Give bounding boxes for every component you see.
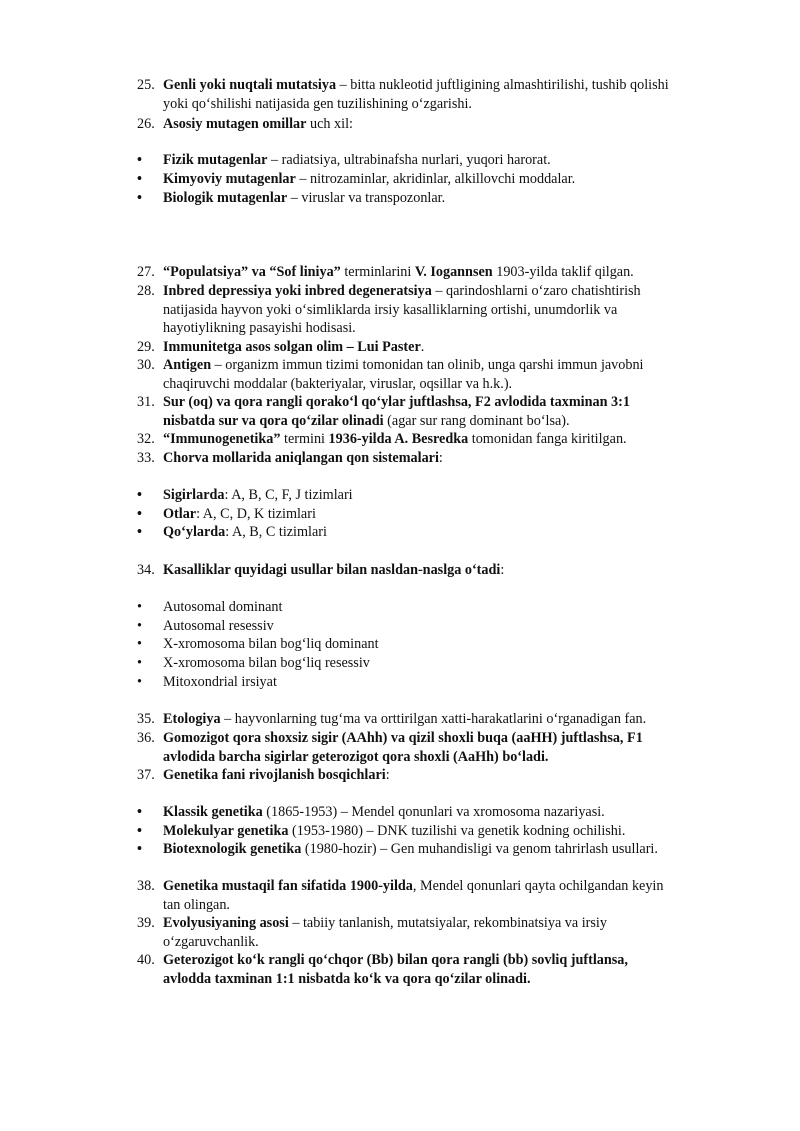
bullet-icon: •	[137, 599, 142, 615]
text: :	[438, 450, 443, 466]
bullet-icon: •	[137, 804, 142, 820]
bullet-text: Autosomal dominant	[163, 599, 283, 615]
definition-cont: o‘zgaruvchanlik.	[163, 933, 259, 950]
term: Qo‘ylarda	[163, 524, 226, 540]
item-text	[163, 710, 737, 729]
bullet-text	[163, 151, 737, 170]
term: Antigen	[163, 357, 212, 373]
term: Chorva mollarida aniqlangan qon sistemalari	[163, 450, 439, 466]
definition: , Mendel qonunlari qayta ochilgandan keyin	[412, 878, 664, 894]
term: Kimyoviy mutagenlar	[163, 171, 296, 187]
item-number: 39.	[137, 915, 155, 931]
bullet-text	[163, 803, 737, 822]
definition-cont: natijasida hayvon yoki o‘simliklarda irsiy kasalliklarning ortishi, unumdorlik va	[163, 301, 618, 318]
term: Geterozigot ko‘k rangli qo‘chqor (Bb) bilan qora rangli (bb) sovliq juftlansa,	[163, 952, 628, 968]
item-number: 28.	[137, 283, 155, 299]
bullet-text	[163, 840, 737, 859]
bullet-text	[163, 523, 737, 542]
term: Evolyusiyaning asosi	[163, 915, 289, 931]
bullet-icon: •	[137, 524, 142, 540]
definition-cont: tan olingan.	[163, 896, 230, 913]
term-cont: nisbatda sur va qora qo‘zilar olinadi	[163, 412, 384, 429]
definition: (1865-1953) – Mendel qonunlari va xromosoma nazariyasi.	[262, 804, 605, 820]
term: Otlar	[163, 506, 197, 522]
item-number: 34.	[137, 562, 155, 578]
bullet-icon: •	[137, 487, 142, 503]
bullet-text: Autosomal resessiv	[163, 618, 274, 634]
bullet-icon: •	[137, 636, 142, 652]
item-text	[163, 356, 737, 393]
term: Genli yoki nuqtali mutatsiya	[163, 77, 337, 93]
definition-cont: chaqiruvchi moddalar (bakteriyalar, viruslar, oqsillar va h.k.).	[163, 375, 513, 392]
bullet-text	[163, 486, 737, 505]
item-number: 26.	[137, 116, 155, 132]
term: Sigirlarda	[163, 487, 225, 503]
term: Molekulyar genetika	[163, 823, 289, 839]
term: Immunitetga asos solgan olim – Lui Paster	[163, 339, 421, 355]
item-number: 35.	[137, 711, 155, 727]
bullet-icon: •	[137, 190, 142, 206]
bullet-icon: •	[137, 655, 142, 671]
definition: : A, C, D, K tizimlari	[196, 506, 316, 522]
text: termini	[280, 431, 329, 447]
definition-cont: hayotiylikning pasayishi hodisasi.	[163, 320, 356, 337]
definition: uch xil:	[306, 116, 353, 132]
text: 1903-yilda taklif qilgan.	[492, 264, 634, 280]
term: “Immunogenetika”	[163, 431, 281, 447]
bullet-icon: •	[137, 823, 142, 839]
text: .	[420, 339, 425, 355]
item-text	[163, 115, 737, 134]
term: Sur (oq) va qora rangli qorako‘l qo‘ylar juftlashsa, F2 avlodida taxminan 3:1	[163, 394, 630, 410]
item-number: 33.	[137, 450, 155, 466]
item-number: 31.	[137, 394, 155, 410]
item-text	[163, 430, 737, 449]
definition: (1980-hozir) – Gen muhandisligi va genom tahrirlash usullari.	[301, 841, 658, 857]
item-text	[163, 877, 737, 914]
term-cont: avlodda taxminan 1:1 nisbatda ko‘k va qora qo‘zilar olinadi.	[163, 970, 531, 987]
bullet-text: X-xromosoma bilan bog‘liq resessiv	[163, 655, 370, 671]
definition: – nitrozaminlar, akridinlar, alkillovchi moddalar.	[295, 171, 576, 187]
definition: : A, B, C, F, J tizimlari	[224, 487, 353, 503]
item-number: 30.	[137, 357, 155, 373]
definition: : A, B, C tizimlari	[225, 524, 327, 540]
bullet-icon: •	[137, 506, 142, 522]
term: Asosiy mutagen omillar	[163, 116, 307, 132]
bullet-text	[163, 170, 737, 189]
item-number: 25.	[137, 77, 155, 93]
item-number: 38.	[137, 878, 155, 894]
term: Inbred depressiya yoki inbred degeneratsiya	[163, 283, 432, 299]
definition: – viruslar va transpozonlar.	[287, 190, 446, 206]
definition-cont: yoki qo‘shilishi natijasida gen tuzilishining o‘zgarishi.	[163, 95, 472, 112]
definition: – bitta nukleotid juftligining almashtirilishi, tushib qolishi	[336, 77, 669, 93]
definition: – hayvonlarning tug‘ma va orttirilgan xatti-harakatlarini o‘rganadigan fan.	[220, 711, 647, 727]
bullet-icon: •	[137, 618, 142, 634]
item-number: 27.	[137, 264, 155, 280]
item-text	[163, 766, 737, 785]
item-text	[163, 76, 737, 113]
bullet-text: Mitoxondrial irsiyat	[163, 674, 277, 690]
term: Fizik mutagenlar	[163, 152, 268, 168]
definition: (1953-1980) – DNK tuzilishi va genetik kodning ochilishi.	[288, 823, 626, 839]
item-text	[163, 729, 737, 766]
text: :	[500, 562, 505, 578]
bullet-icon: •	[137, 841, 142, 857]
definition: – radiatsiya, ultrabinafsha nurlari, yuqori harorat.	[267, 152, 551, 168]
item-number: 37.	[137, 767, 155, 783]
text: terminlarini	[340, 264, 415, 280]
bullet-text	[163, 189, 737, 208]
item-number: 32.	[137, 431, 155, 447]
term: Kasalliklar quyidagi usullar bilan nasldan-naslga o‘tadi	[163, 562, 501, 578]
item-text	[163, 951, 737, 988]
term: Genetika fani rivojlanish bosqichlari	[163, 767, 386, 783]
bullet-icon: •	[137, 152, 142, 168]
term: “Populatsiya” va “Sof liniya”	[163, 264, 341, 280]
bullet-icon: •	[137, 171, 142, 187]
term-cont: avlodida barcha sigirlar geterozigot qora shoxli (AaHh) bo‘ladi.	[163, 748, 549, 765]
term: Biologik mutagenlar	[163, 190, 288, 206]
note: (agar sur rang dominant bo‘lsa).	[383, 412, 570, 429]
term: Biotexnologik genetika	[163, 841, 302, 857]
bullet-text	[163, 822, 737, 841]
item-number: 29.	[137, 339, 155, 355]
term: Gomozigot qora shoxsiz sigir (AAhh) va qizil shoxli buqa (aaHH) juftlashsa, F1	[163, 730, 643, 746]
definition: – organizm immun tizimi tomonidan tan olinib, unga qarshi immun javobni	[211, 357, 644, 373]
text: :	[385, 767, 390, 783]
item-number: 36.	[137, 730, 155, 746]
term: Etologiya	[163, 711, 221, 727]
bullet-text	[163, 505, 737, 524]
author: 1936-yilda A. Besredka	[328, 431, 469, 447]
term: Klassik genetika	[163, 804, 263, 820]
item-text	[163, 282, 737, 338]
definition: – tabiiy tanlanish, mutatsiyalar, rekombinatsiya va irsiy	[288, 915, 607, 931]
definition: – qarindoshlarni o‘zaro chatishtirish	[431, 283, 641, 299]
bullet-text: X-xromosoma bilan bog‘liq dominant	[163, 636, 379, 652]
term: Genetika mustaqil fan sifatida 1900-yilda	[163, 878, 413, 894]
item-text	[163, 338, 737, 357]
item-text	[163, 393, 737, 430]
item-text	[163, 914, 737, 951]
bullet-icon: •	[137, 674, 142, 690]
item-text	[163, 263, 737, 282]
item-number: 40.	[137, 952, 155, 968]
author: V. Iogannsen	[414, 264, 493, 280]
item-text	[163, 449, 737, 468]
text: tomonidan fanga kiritilgan.	[468, 431, 627, 447]
item-text	[163, 561, 737, 580]
